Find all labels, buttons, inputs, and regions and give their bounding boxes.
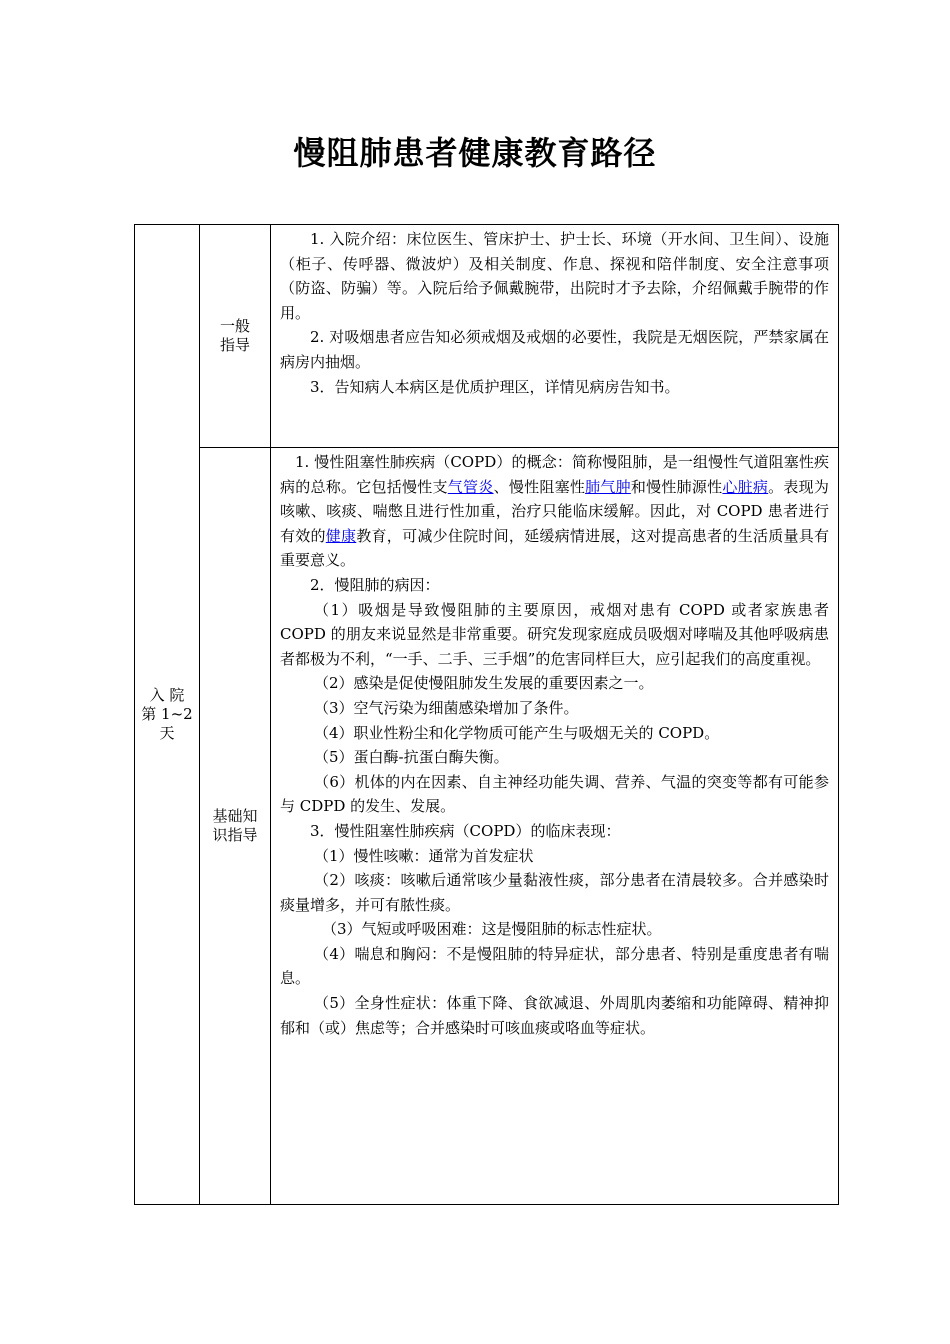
table-row	[135, 448, 839, 1205]
category-cell-general	[200, 225, 271, 448]
paragraph: （1）慢性咳嗽：通常为首发症状	[314, 846, 534, 865]
paragraph: （2）咳痰：咳嗽后通常咳少量黏液性痰，部分患者在清晨较多。合并感染时痰量增多，并可有脓性痰。	[280, 871, 829, 914]
paragraph: （6）机体的内在因素、自主神经功能失调、营养、气温的突变等都有可能参与 CDPD 的发生、发展。	[280, 772, 829, 816]
category-label-line: 识指导	[212, 826, 258, 844]
paragraph: 3．告知病人本病区是优质护理区，详情见病房告知书。	[310, 377, 680, 396]
paragraph: （4）职业性粉尘和化学物质可能产生与吸烟无关的 COPD。	[314, 723, 720, 742]
link-emphysema[interactable]: 肺气肿	[585, 477, 631, 496]
paragraph: （3）气短或呼吸困难：这是慢阻肺的标志性症状。	[322, 920, 662, 939]
category-label-line: 指导	[219, 336, 250, 354]
paragraph: （2）感染是促使慢阻肺发生发展的重要因素之一。	[314, 674, 654, 693]
link-heart-disease[interactable]: 心脏病	[722, 477, 769, 496]
paragraph: 2．慢阻肺的病因：	[310, 575, 440, 594]
content-cell-basic-knowledge	[271, 448, 839, 1205]
paragraph: （5）蛋白酶-抗蛋白酶失衡。	[314, 748, 509, 767]
text-span: 教育，可减少住院时间，延缓病情进展，这对提高患者的生活质量具有重要意义。	[280, 526, 829, 570]
page-title: 慢阻肺患者健康教育路径	[293, 134, 657, 172]
text-span: 1. 慢性阻塞性肺疾病（COPD）的概念：简称慢阻肺，是一组慢性气道阻塞性疾病的总称。它包括慢性支	[280, 453, 829, 496]
stage-cell	[135, 225, 200, 1205]
text-span: 。表现为咳嗽、咳痰、喘憋且进行性加重，治疗只能临床缓解。因此，对 COPD 患者进行有效的	[280, 477, 829, 545]
paragraph: （4）喘息和胸闷：不是慢阻肺的特异症状，部分患者、特别是重度患者有喘息。	[280, 944, 829, 988]
text-span: 和慢性肺源性	[630, 477, 723, 496]
text-span: 、慢性阻塞性	[493, 477, 586, 496]
education-pathway-table	[134, 224, 839, 1205]
category-cell-basic-knowledge	[200, 448, 271, 1205]
paragraph: 2. 对吸烟患者应告知必须戒烟及戒烟的必要性，我院是无烟医院，严禁家属在病房内抽烟。	[280, 328, 829, 371]
stage-label-line: 第 1~2	[141, 705, 193, 723]
link-bronchitis[interactable]: 气管炎	[447, 477, 494, 496]
stage-label-line: 天	[159, 724, 175, 742]
paragraph-copd-concept	[280, 450, 829, 573]
link-health[interactable]: 健康	[325, 526, 357, 545]
content-cell-general	[271, 225, 839, 448]
paragraph: （1）吸烟是导致慢阻肺的主要原因，戒烟对患有 COPD 或者家族患者 COPD 的朋友来说显然是非常重要。研究发现家庭成员吸烟对哮喘及其他呼吸病患者都极为不利，“一手、二手、三手烟”的危害同样巨大，应引起我们的高度重视。	[280, 600, 829, 668]
paragraph: （5）全身性症状：体重下降、食欲减退、外周肌肉萎缩和功能障碍、精神抑郁和（或）焦虑等；合并感染时可咳血痰或咯血等症状。	[280, 994, 829, 1037]
paragraph: 1. 入院介绍：床位医生、管床护士、护士长、环境（开水间、卫生间）、设施（柜子、传呼器、微波炉）及相关制度、作息、探视和陪伴制度、安全注意事项（防盗、防骗）等。入院后给予佩戴腕带，出院时才予去除，介绍佩戴手腕带的作用。	[280, 230, 829, 322]
table-row	[135, 225, 839, 448]
paragraph: 3．慢性阻塞性肺疾病（COPD）的临床表现：	[310, 821, 621, 840]
category-label-line: 一般	[219, 317, 250, 335]
category-label-line: 基础知	[212, 807, 258, 825]
paragraph: （3）空气污染为细菌感染增加了条件。	[314, 698, 579, 717]
stage-label-line: 入 院	[149, 686, 185, 704]
